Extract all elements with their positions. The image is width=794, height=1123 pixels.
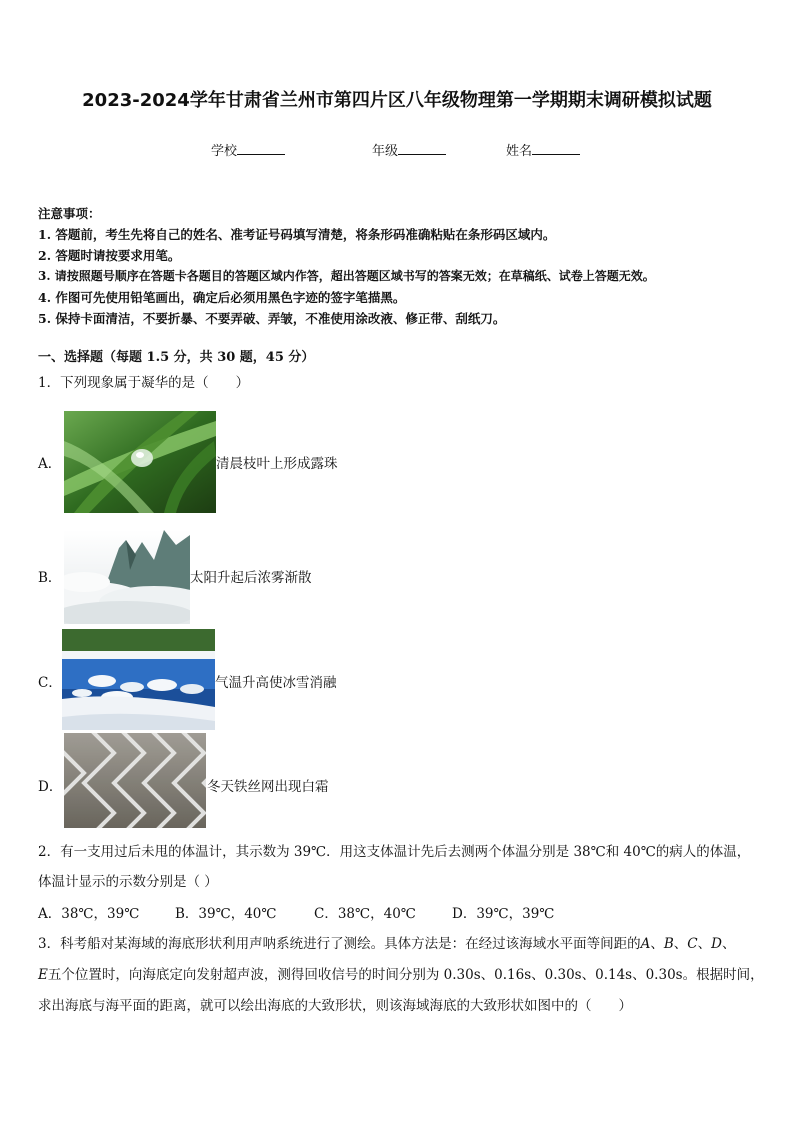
point-d: D: [711, 936, 722, 952]
name-field[interactable]: 姓名: [506, 140, 580, 159]
point-b: B: [663, 936, 674, 952]
option-c-label[interactable]: C．: [38, 675, 62, 691]
notes-item: 5. 保持卡面清洁，不要折暴、不要弄破、弄皱，不准使用涂改液、修正带、刮纸刀。: [38, 311, 506, 326]
notes-item: 1. 答题前，考生先将自己的姓名、准考证号码填写清楚，将条形码准确粘贴在条形码区域内。: [38, 227, 556, 242]
option-a-text[interactable]: 清晨枝叶上形成露珠: [216, 456, 338, 472]
notes-item: 4. 作图可先使用铅笔画出，确定后必须用黑色字迹的签字笔描黑。: [38, 290, 406, 305]
point-a: A: [640, 936, 651, 952]
question-2-line-1: 2．有一支用过后未甩的体温计，其示数为 39℃．用这支体温计先后去测两个体温分别是 38℃和 40℃的病人的体温，: [38, 844, 751, 860]
student-info-row: [0, 140, 794, 160]
page-title: 2023-2024学年甘肃省兰州市第四片区八年级物理第一学期期末调研模拟试题: [82, 90, 712, 111]
question-3-line-2: E五个位置时，向海底定向发射超声波，测得回收信号的时间分别为 0.30s、0.16s、0.30s、0.14s、0.30s。根据时间，: [38, 967, 764, 983]
point-e: E: [38, 967, 48, 983]
question-3-line-1: 3．科考船对某海域的海底形状利用声呐系统进行了测绘。具体方法是：在经过该海域水平面等间距的A、B、C、D、: [38, 936, 736, 952]
notes-block: [38, 203, 768, 329]
section-heading: 一、选择题（每题 1.5 分，共 30 题，45 分）: [38, 350, 315, 365]
question-1-stem: 1．下列现象属于凝华的是（ ）: [38, 375, 250, 391]
notes-heading: 注意事项：: [38, 206, 101, 221]
option-b-label[interactable]: B．: [38, 570, 62, 586]
choice-d[interactable]: D．39℃，39℃: [452, 906, 555, 922]
option-a-label[interactable]: A．: [38, 456, 62, 472]
question-2-choices: [38, 902, 768, 924]
name-blank[interactable]: [532, 142, 580, 155]
option-c-text[interactable]: 气温升高使冰雪消融: [215, 675, 337, 691]
option-d-text[interactable]: 冬天铁丝网出现白霜: [207, 779, 329, 795]
dew-leaf-image: [64, 411, 216, 513]
school-field[interactable]: 学校: [211, 140, 285, 159]
point-c: C: [687, 936, 698, 952]
notes-item: 3. 请按照题号顺序在答题卡各题目的答题区域内作答，超出答题区域书写的答案无效；在草稿纸、试卷上答题无效。: [38, 269, 655, 283]
option-b-text[interactable]: 太阳升起后浓雾渐散: [190, 570, 312, 586]
grade-field[interactable]: 年级: [372, 140, 446, 159]
notes-item: 2. 答题时请按要求用笔。: [38, 248, 181, 263]
option-d-label[interactable]: D．: [38, 779, 63, 795]
question-3-line-3: 求出海底与海平面的距离，就可以绘出海底的大致形状，则该海域海底的大致形状如图中的（ ）: [38, 998, 632, 1014]
choice-a[interactable]: A．38℃，39℃: [38, 906, 140, 922]
question-2-line-2: 体温计显示的示数分别是（ ）: [38, 874, 218, 890]
fog-mountain-image: [64, 530, 190, 624]
frost-wire-fence-image: [64, 733, 206, 828]
choice-c[interactable]: C．38℃，40℃: [314, 906, 416, 922]
melting-snow-image: [62, 629, 215, 730]
school-blank[interactable]: [237, 142, 285, 155]
grade-blank[interactable]: [398, 142, 446, 155]
choice-b[interactable]: B．39℃，40℃: [175, 906, 277, 922]
